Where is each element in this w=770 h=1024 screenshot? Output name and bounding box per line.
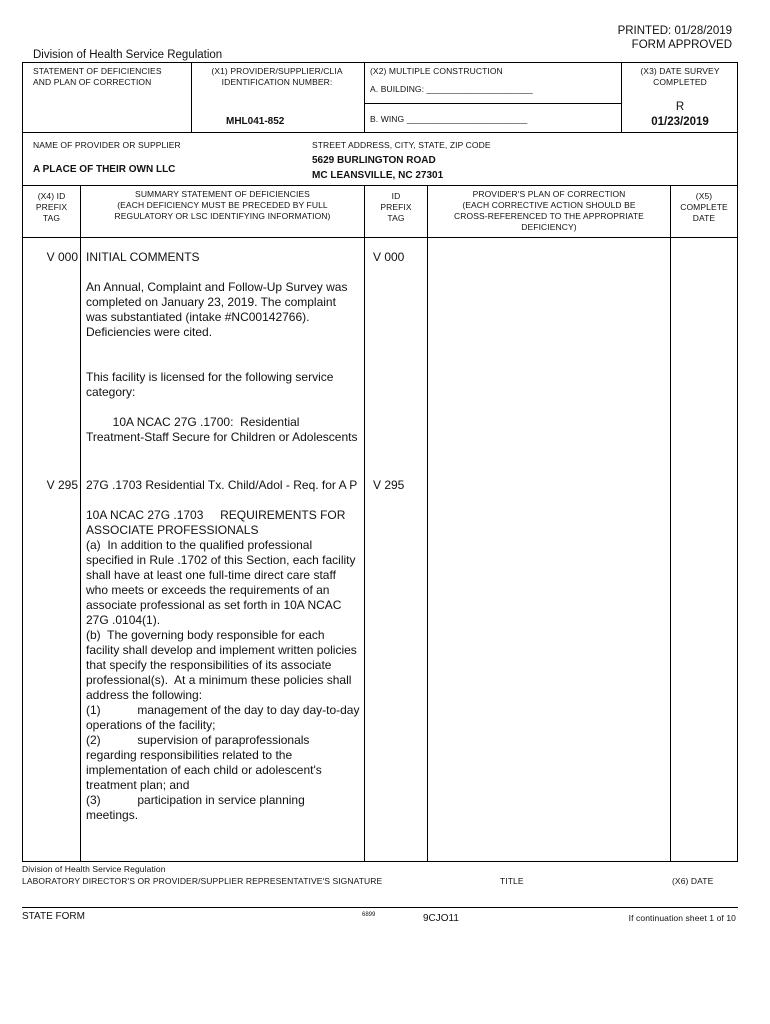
signature-label: LABORATORY DIRECTOR'S OR PROVIDER/SUPPLIER REPRESENTATIVE'S SIGNATURE (22, 876, 383, 886)
divider-provider-top (22, 132, 738, 133)
x1-identifier: MHL041-852 (226, 116, 285, 127)
statement-label: STATEMENT OF DEFICIENCIES AND PLAN OF CORRECTION (33, 66, 162, 87)
col-line-4 (670, 185, 671, 862)
continuation-label: If continuation sheet 1 of 10 (628, 913, 736, 923)
x3-date: 01/23/2019 (651, 116, 709, 128)
entry-paragraph: 10A NCAC 27G .1700: Residential Treatment-Staff Secure for Children or Adolescents (86, 415, 358, 444)
entry-tag-left: V 295 (46, 478, 78, 492)
entry-title: 27G .1703 Residential Tx. Child/Adol - Req. for A P (86, 478, 358, 492)
col-line-3 (427, 185, 428, 862)
city-state-zip: MC LEANSVILLE, NC 27301 (312, 170, 444, 181)
agency-name: Division of Health Service Regulation (33, 49, 223, 61)
address-label: STREET ADDRESS, CITY, STATE, ZIP CODE (312, 140, 491, 150)
wing-label: B. WING _________________________ (370, 114, 528, 124)
entry-paragraph: This facility is licensed for the following service category: (86, 370, 334, 399)
building-label: A. BUILDING: ______________________ (370, 84, 533, 94)
x3-label: (X3) DATE SURVEY COMPLETED (640, 66, 720, 87)
title-label: TITLE (500, 876, 524, 886)
entry-paragraph: An Annual, Complaint and Follow-Up Survey was completed on January 23, 2019. The complaint was substantiated (intake #NC00142766). Deficiencies were cited. (86, 280, 348, 339)
col-header-plan: PROVIDER'S PLAN OF CORRECTION (EACH CORRECTIVE ACTION SHOULD BE CROSS-REFERENCED TO THE APPROPRIATE DEFICIENCY) (454, 189, 644, 232)
printed-date: PRINTED: 01/28/2019 (617, 25, 732, 37)
frame-left-line (22, 62, 23, 862)
provider-name-label: NAME OF PROVIDER OR SUPPLIER (33, 140, 181, 150)
col-line-1 (80, 185, 81, 862)
divider-columns-bottom (22, 237, 738, 238)
state-form-label: STATE FORM (22, 911, 85, 922)
divider-wing (364, 103, 621, 104)
form-approved: FORM APPROVED (631, 39, 732, 51)
col-header-summary: SUMMARY STATEMENT OF DEFICIENCIES (EACH DEFICIENCY MUST BE PRECEDED BY FULL REGULATORY OR LSC IDENTIFYING INFORMATION) (114, 189, 331, 221)
entry-content (86, 250, 360, 460)
form-number: 6899 (362, 912, 376, 918)
x2-label: (X2) MULTIPLE CONSTRUCTION (370, 66, 503, 76)
x6-date-label: (X6) DATE (672, 876, 714, 886)
col-header-id: ID PREFIX TAG (380, 191, 412, 223)
footer-agency: Division of Health Service Regulation (22, 864, 166, 874)
divider-columns-top (22, 185, 738, 186)
street-address: 5629 BURLINGTON ROAD (312, 155, 436, 166)
frame-bottom-line (22, 861, 738, 862)
entry-content (86, 478, 360, 838)
entry-tag-right: V 000 (373, 250, 405, 264)
col-line-2 (364, 185, 365, 862)
col-header-x5: (X5) COMPLETE DATE (680, 191, 728, 223)
provider-name: A PLACE OF THEIR OWN LLC (33, 164, 176, 175)
entry-paragraph: 10A NCAC 27G .1703 REQUIREMENTS FOR ASSOCIATE PROFESSIONALS (a) In addition to the qualified professional specified in Rule .1702 of this Section, each facility shall have at least one full-time direct care staff who meets or exceeds the requirements of an associate professional as set forth in 10A NCAC 27G .0104(1). (b) The governing body responsible for each facility shall develop and implement written policies that specify the responsibilities of its associate professional(s). At a minimum these policies shall address the following: (1) management of the day to day day-to-day operations of the facility; (2) supervision of paraprofessionals regarding responsibilities related to the implementation of each child or adolescent's treatment plan; and (3) participation in service planning meetings. (86, 508, 360, 822)
entry-tag-right: V 295 (373, 478, 405, 492)
entry-tag-left: V 000 (46, 250, 78, 264)
entry-title: INITIAL COMMENTS (86, 250, 200, 264)
x3-letter: R (675, 101, 685, 113)
frame-top-line (22, 62, 738, 63)
footer-line (22, 907, 738, 908)
x1-label: (X1) PROVIDER/SUPPLIER/CLIA IDENTIFICATION NUMBER: (211, 66, 343, 87)
frame-right-line (737, 62, 738, 862)
event-id: 9CJO11 (423, 913, 459, 924)
divider-x2 (364, 62, 365, 132)
col-header-x4: (X4) ID PREFIX TAG (35, 191, 68, 223)
